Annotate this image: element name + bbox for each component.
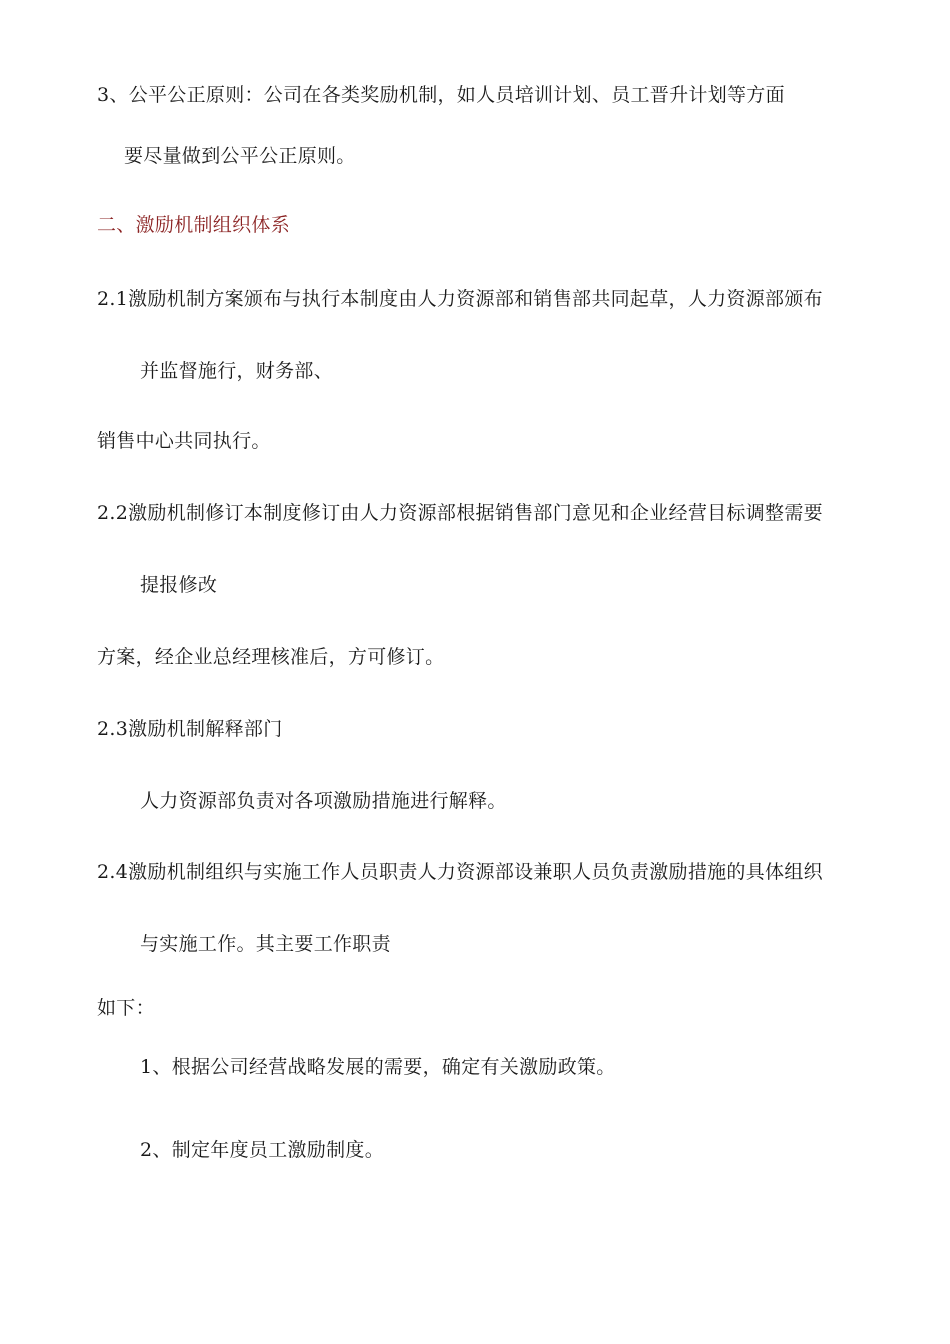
item-2-3-body: 人力资源部负责对各项激励措施进行解释。 bbox=[140, 790, 507, 812]
principle-3-line-2: 要尽量做到公平公正原则。 bbox=[124, 145, 356, 167]
item-2-2-line-1: 2.2激励机制修订本制度修订由人力资源部根据销售部门意见和企业经营目标调整需要 bbox=[97, 502, 823, 524]
item-2-4-line-3: 如下： bbox=[97, 997, 155, 1019]
item-2-1-line-2: 并监督施行，财务部、 bbox=[140, 360, 334, 382]
item-2-4-line-1: 2.4激励机制组织与实施工作人员职责人力资源部设兼职人员负责激励措施的具体组织 bbox=[97, 861, 823, 883]
item-2-2-line-2: 提报修改 bbox=[140, 574, 218, 596]
item-2-2-line-3: 方案，经企业总经理核准后，方可修订。 bbox=[97, 646, 445, 668]
duty-2: 2、制定年度员工激励制度。 bbox=[140, 1139, 384, 1161]
item-2-1-line-1: 2.1激励机制方案颁布与执行本制度由人力资源部和销售部共同起草，人力资源部颁布 bbox=[97, 288, 823, 310]
item-2-4-line-2: 与实施工作。其主要工作职责 bbox=[140, 933, 391, 955]
principle-3-line-1: 3、公平公正原则：公司在各类奖励机制，如人员培训计划、员工晋升计划等方面 bbox=[97, 84, 785, 106]
item-2-3-title: 2.3激励机制解释部门 bbox=[97, 718, 283, 740]
section-heading-2: 二、激励机制组织体系 bbox=[97, 214, 291, 236]
item-2-1-line-3: 销售中心共同执行。 bbox=[97, 430, 271, 452]
duty-1: 1、根据公司经营战略发展的需要，确定有关激励政策。 bbox=[140, 1056, 616, 1078]
